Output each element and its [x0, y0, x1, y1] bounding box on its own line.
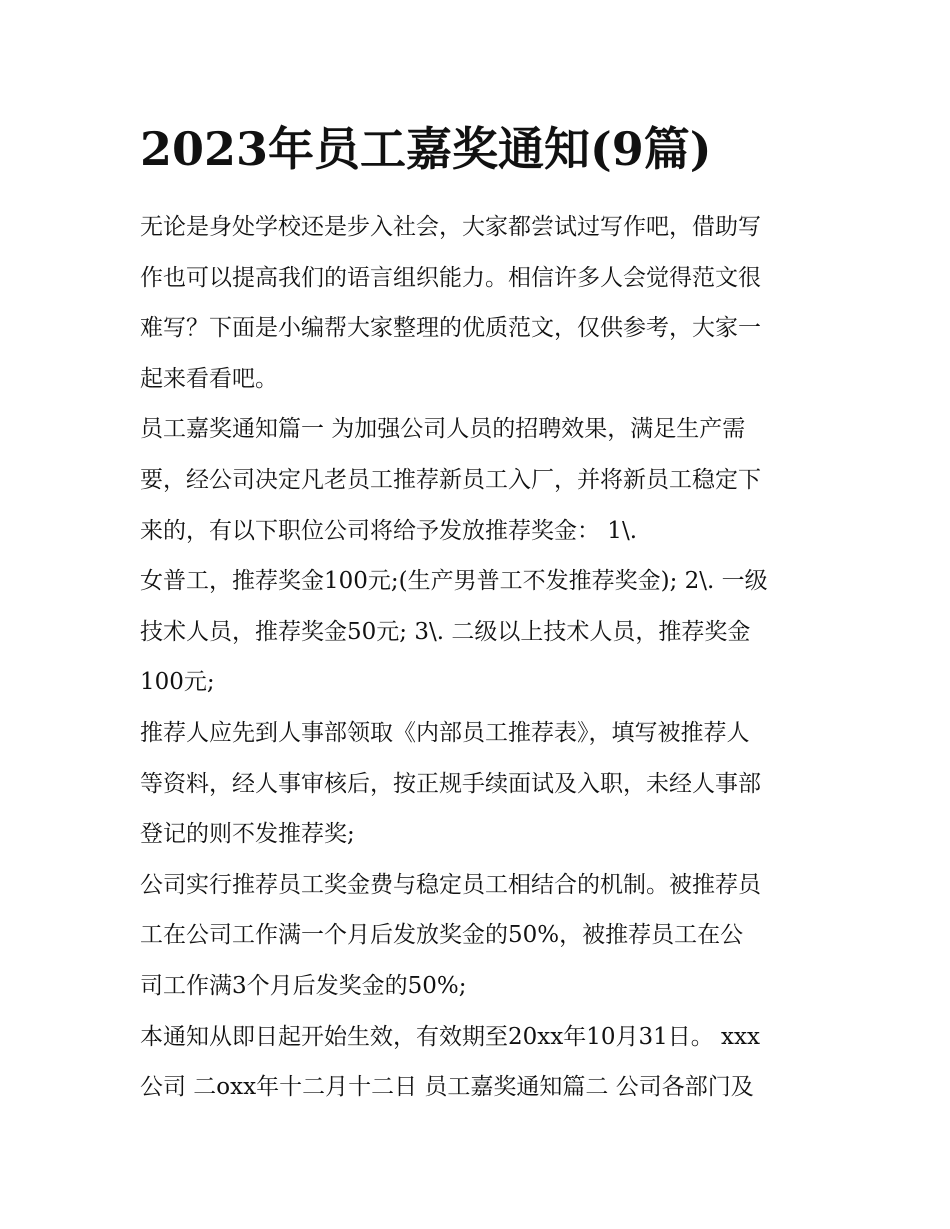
document-page: [140, 118, 812, 1113]
document-body: [140, 202, 812, 1113]
body-line: 等资料，经人事审核后，按正规手续面试及入职，未经人事部: [140, 770, 761, 797]
body-line: 技术人员，推荐奖金50元; 3\. 二级以上技术人员，推荐奖金: [140, 618, 751, 645]
body-line: 司工作满3个月后发奖金的50%;: [140, 972, 467, 999]
body-line: 起来看看吧。: [140, 365, 278, 392]
body-line: 女普工，推荐奖金100元;(生产男普工不发推荐奖金); 2\. 一级: [140, 568, 768, 595]
body-line: 难写？下面是小编帮大家整理的优质范文，仅供参考，大家一: [140, 315, 761, 342]
body-line: 无论是身处学校还是步入社会，大家都尝试过写作吧，借助写: [140, 214, 761, 240]
body-line: 本通知从即日起开始生效，有效期至20xx年10月31日。 xxx: [140, 1023, 760, 1050]
body-line: 工在公司工作满一个月后发放奖金的50%，被推荐员工在公: [140, 922, 744, 949]
body-line: 推荐人应先到人事部领取《内部员工推荐表》，填写被推荐人: [140, 719, 750, 746]
body-line: 要，经公司决定凡老员工推荐新员工入厂，并将新员工稳定下: [140, 466, 761, 493]
body-line: 100元;: [140, 669, 215, 696]
body-line: 公司 二oxx年十二月十二日 员工嘉奖通知篇二 公司各部门及: [140, 1074, 754, 1101]
body-line: 登记的则不发推荐奖;: [140, 821, 355, 848]
document-title: 2023年员工嘉奖通知(9篇): [140, 122, 712, 176]
body-line: 员工嘉奖通知篇一 为加强公司人员的招聘效果，满足生产需: [140, 416, 746, 443]
body-line: 公司实行推荐员工奖金费与稳定员工相结合的机制。被推荐员: [140, 871, 761, 898]
body-line: 来的，有以下职位公司将给予发放推荐奖金： 1\.: [140, 517, 638, 544]
body-line: 作也可以提高我们的语言组织能力。相信许多人会觉得范文很: [140, 264, 761, 291]
